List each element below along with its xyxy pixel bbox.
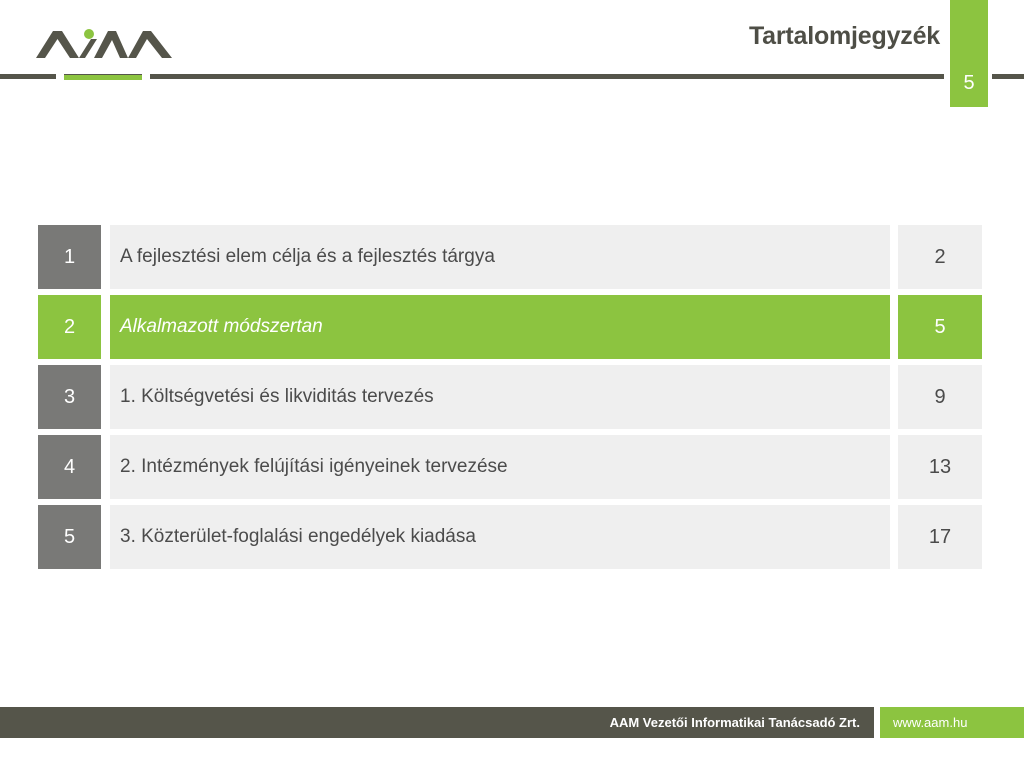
page-number: 5 — [963, 72, 975, 94]
toc-row-number: 5 — [38, 505, 101, 569]
toc-row[interactable] — [38, 505, 982, 569]
footer — [0, 707, 1024, 738]
header-divider-gap — [142, 74, 150, 79]
toc-row-active[interactable] — [38, 295, 982, 359]
table-of-contents — [38, 225, 982, 575]
toc-row-number: 4 — [38, 435, 101, 499]
toc-row-label: A fejlesztési elem célja és a fejlesztés tárgya — [110, 225, 890, 289]
toc-row-page: 9 — [898, 365, 982, 429]
footer-company-bar — [0, 707, 874, 738]
footer-url-bar — [880, 707, 1024, 738]
footer-company-name: AAM Vezetői Informatikai Tanácsadó Zrt. — [609, 715, 860, 730]
header-accent-bar — [64, 75, 142, 80]
toc-row[interactable] — [38, 435, 982, 499]
toc-row-number: 2 — [38, 295, 101, 359]
header-divider-right — [992, 74, 1024, 79]
toc-row-label: Alkalmazott módszertan — [110, 295, 890, 359]
toc-row-page: 13 — [898, 435, 982, 499]
toc-row-number: 1 — [38, 225, 101, 289]
toc-row[interactable] — [38, 225, 982, 289]
toc-row-page: 5 — [898, 295, 982, 359]
page-number-tab — [950, 0, 988, 107]
toc-row-page: 17 — [898, 505, 982, 569]
toc-row-label: 3. Közterület-foglalási engedélyek kiadása — [110, 505, 890, 569]
page-title: Tartalomjegyzék — [748, 22, 940, 50]
aam-logo — [36, 26, 172, 60]
toc-row-page: 2 — [898, 225, 982, 289]
toc-row[interactable] — [38, 365, 982, 429]
header-divider-gap — [56, 74, 64, 79]
toc-row-number: 3 — [38, 365, 101, 429]
toc-row-label: 1. Költségvetési és likviditás tervezés — [110, 365, 890, 429]
footer-url-link[interactable]: www.aam.hu — [893, 715, 968, 730]
toc-row-label: 2. Intézmények felújítási igényeinek tervezése — [110, 435, 890, 499]
